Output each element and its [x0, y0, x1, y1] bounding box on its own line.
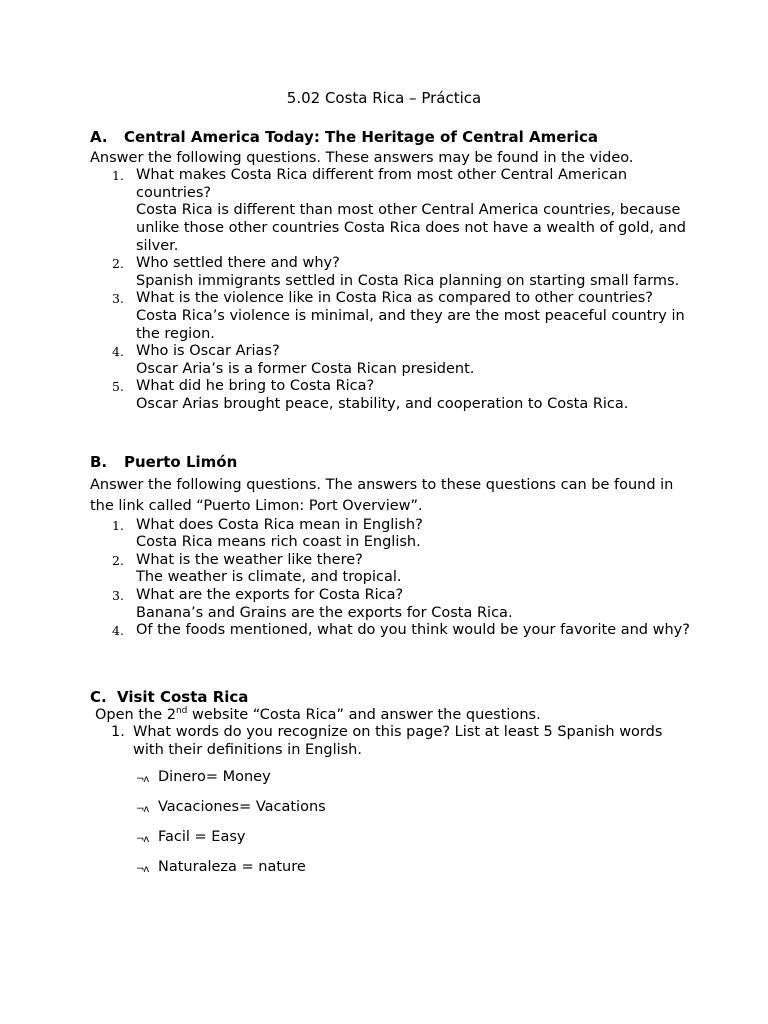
question-text: What are the exports for Costa Rica? — [136, 586, 404, 603]
word-entry: Dinero= Money — [158, 769, 271, 786]
question-text: What is the violence like in Costa Rica as compared to other countries? — [136, 290, 653, 307]
list-number: 3. — [112, 291, 124, 307]
intro-text: Open the 2 — [95, 706, 176, 723]
list-number: 2. — [112, 256, 124, 272]
list-number: 1. — [112, 517, 124, 533]
section-c-letter: C. — [90, 688, 107, 706]
question-text: Who settled there and why? — [136, 255, 340, 272]
answer-text: Oscar Arias brought peace, stability, and cooperation to Costa Rica. — [136, 395, 629, 412]
list-item — [90, 622, 690, 640]
section-a — [90, 129, 690, 414]
section-c-title: Visit Costa Rica — [117, 688, 249, 706]
question-text: What makes Costa Rica different from most other Central American countries? — [136, 167, 628, 201]
word-entry: Facil = Easy — [158, 829, 246, 846]
section-a-question-list — [90, 167, 690, 413]
section-b-letter: B. — [90, 453, 108, 471]
list-item — [90, 799, 690, 817]
section-c — [90, 689, 690, 877]
list-item — [90, 290, 690, 343]
section-b-title: Puerto Limón — [124, 453, 238, 471]
section-c-intro — [90, 707, 690, 725]
ordinal-suffix: nd — [175, 705, 188, 716]
list-number: 3. — [112, 587, 124, 603]
list-number: 2. — [112, 552, 124, 568]
list-item — [90, 859, 690, 877]
intro-text: website “Costa Rica” and answer the questions. — [187, 706, 541, 723]
answer-text: Spanish immigrants settled in Costa Rica planning on starting small farms. — [136, 272, 680, 289]
section-b-heading — [90, 454, 690, 472]
answer-text: The weather is climate, and tropical. — [136, 569, 402, 586]
list-item — [90, 769, 690, 787]
section-a-heading — [90, 129, 690, 147]
spanish-word-list — [90, 769, 690, 877]
section-a-letter: A. — [90, 128, 108, 146]
list-item — [90, 167, 690, 255]
list-item — [90, 378, 690, 413]
list-item — [90, 343, 690, 378]
word-entry: Naturaleza = nature — [158, 859, 306, 876]
list-item — [90, 829, 690, 847]
section-b-intro: Answer the following questions. The answers to these questions can be found in the link called “Puerto Limon: Port Overview”. — [90, 476, 674, 514]
list-number: 4. — [112, 623, 124, 639]
question-text: Of the foods mentioned, what do you think would be your favorite and why? — [136, 622, 690, 639]
question-text: What is the weather like there? — [136, 551, 363, 568]
list-item — [90, 587, 690, 622]
answer-text: Costa Rica is different than most other Central America countries, because unlike those other countries Costa Rica does not have a wealth of gold, and silver. — [136, 202, 686, 254]
answer-text: Oscar Aria’s is a former Costa Rican president. — [136, 360, 475, 377]
section-b — [90, 454, 690, 640]
list-number: 4. — [112, 344, 124, 360]
question-text: What does Costa Rica mean in English? — [136, 516, 423, 533]
answer-text: Costa Rica means rich coast in English. — [136, 534, 421, 551]
list-number: 1. — [112, 168, 124, 184]
question-text: Who is Oscar Arias? — [136, 343, 280, 360]
bullet-icon: ¬ʌ — [136, 864, 149, 876]
word-entry: Vacaciones= Vacations — [158, 799, 326, 816]
section-b-question-list — [90, 517, 690, 640]
question-text: What words do you recognize on this page? List at least 5 Spanish words with their definitions in English. — [133, 724, 663, 758]
list-item — [90, 517, 690, 552]
section-c-heading — [90, 689, 690, 707]
list-number: 1. — [111, 724, 125, 741]
bullet-icon: ¬ʌ — [136, 774, 149, 786]
list-number: 5. — [112, 379, 124, 395]
section-a-title: Central America Today: The Heritage of Central America — [124, 128, 598, 146]
section-c-question-list — [90, 724, 690, 759]
list-item — [90, 255, 690, 290]
section-a-intro: Answer the following questions. These answers may be found in the video. — [90, 149, 634, 166]
list-item — [90, 724, 690, 759]
page-title: 5.02 Costa Rica – Práctica — [286, 89, 482, 107]
answer-text: Banana’s and Grains are the exports for Costa Rica. — [136, 604, 513, 621]
bullet-icon: ¬ʌ — [136, 834, 149, 846]
question-text: What did he bring to Costa Rica? — [136, 378, 375, 395]
answer-text: Costa Rica’s violence is minimal, and they are the most peaceful country in the region. — [136, 307, 685, 342]
bullet-icon: ¬ʌ — [136, 804, 149, 816]
list-item — [90, 552, 690, 587]
